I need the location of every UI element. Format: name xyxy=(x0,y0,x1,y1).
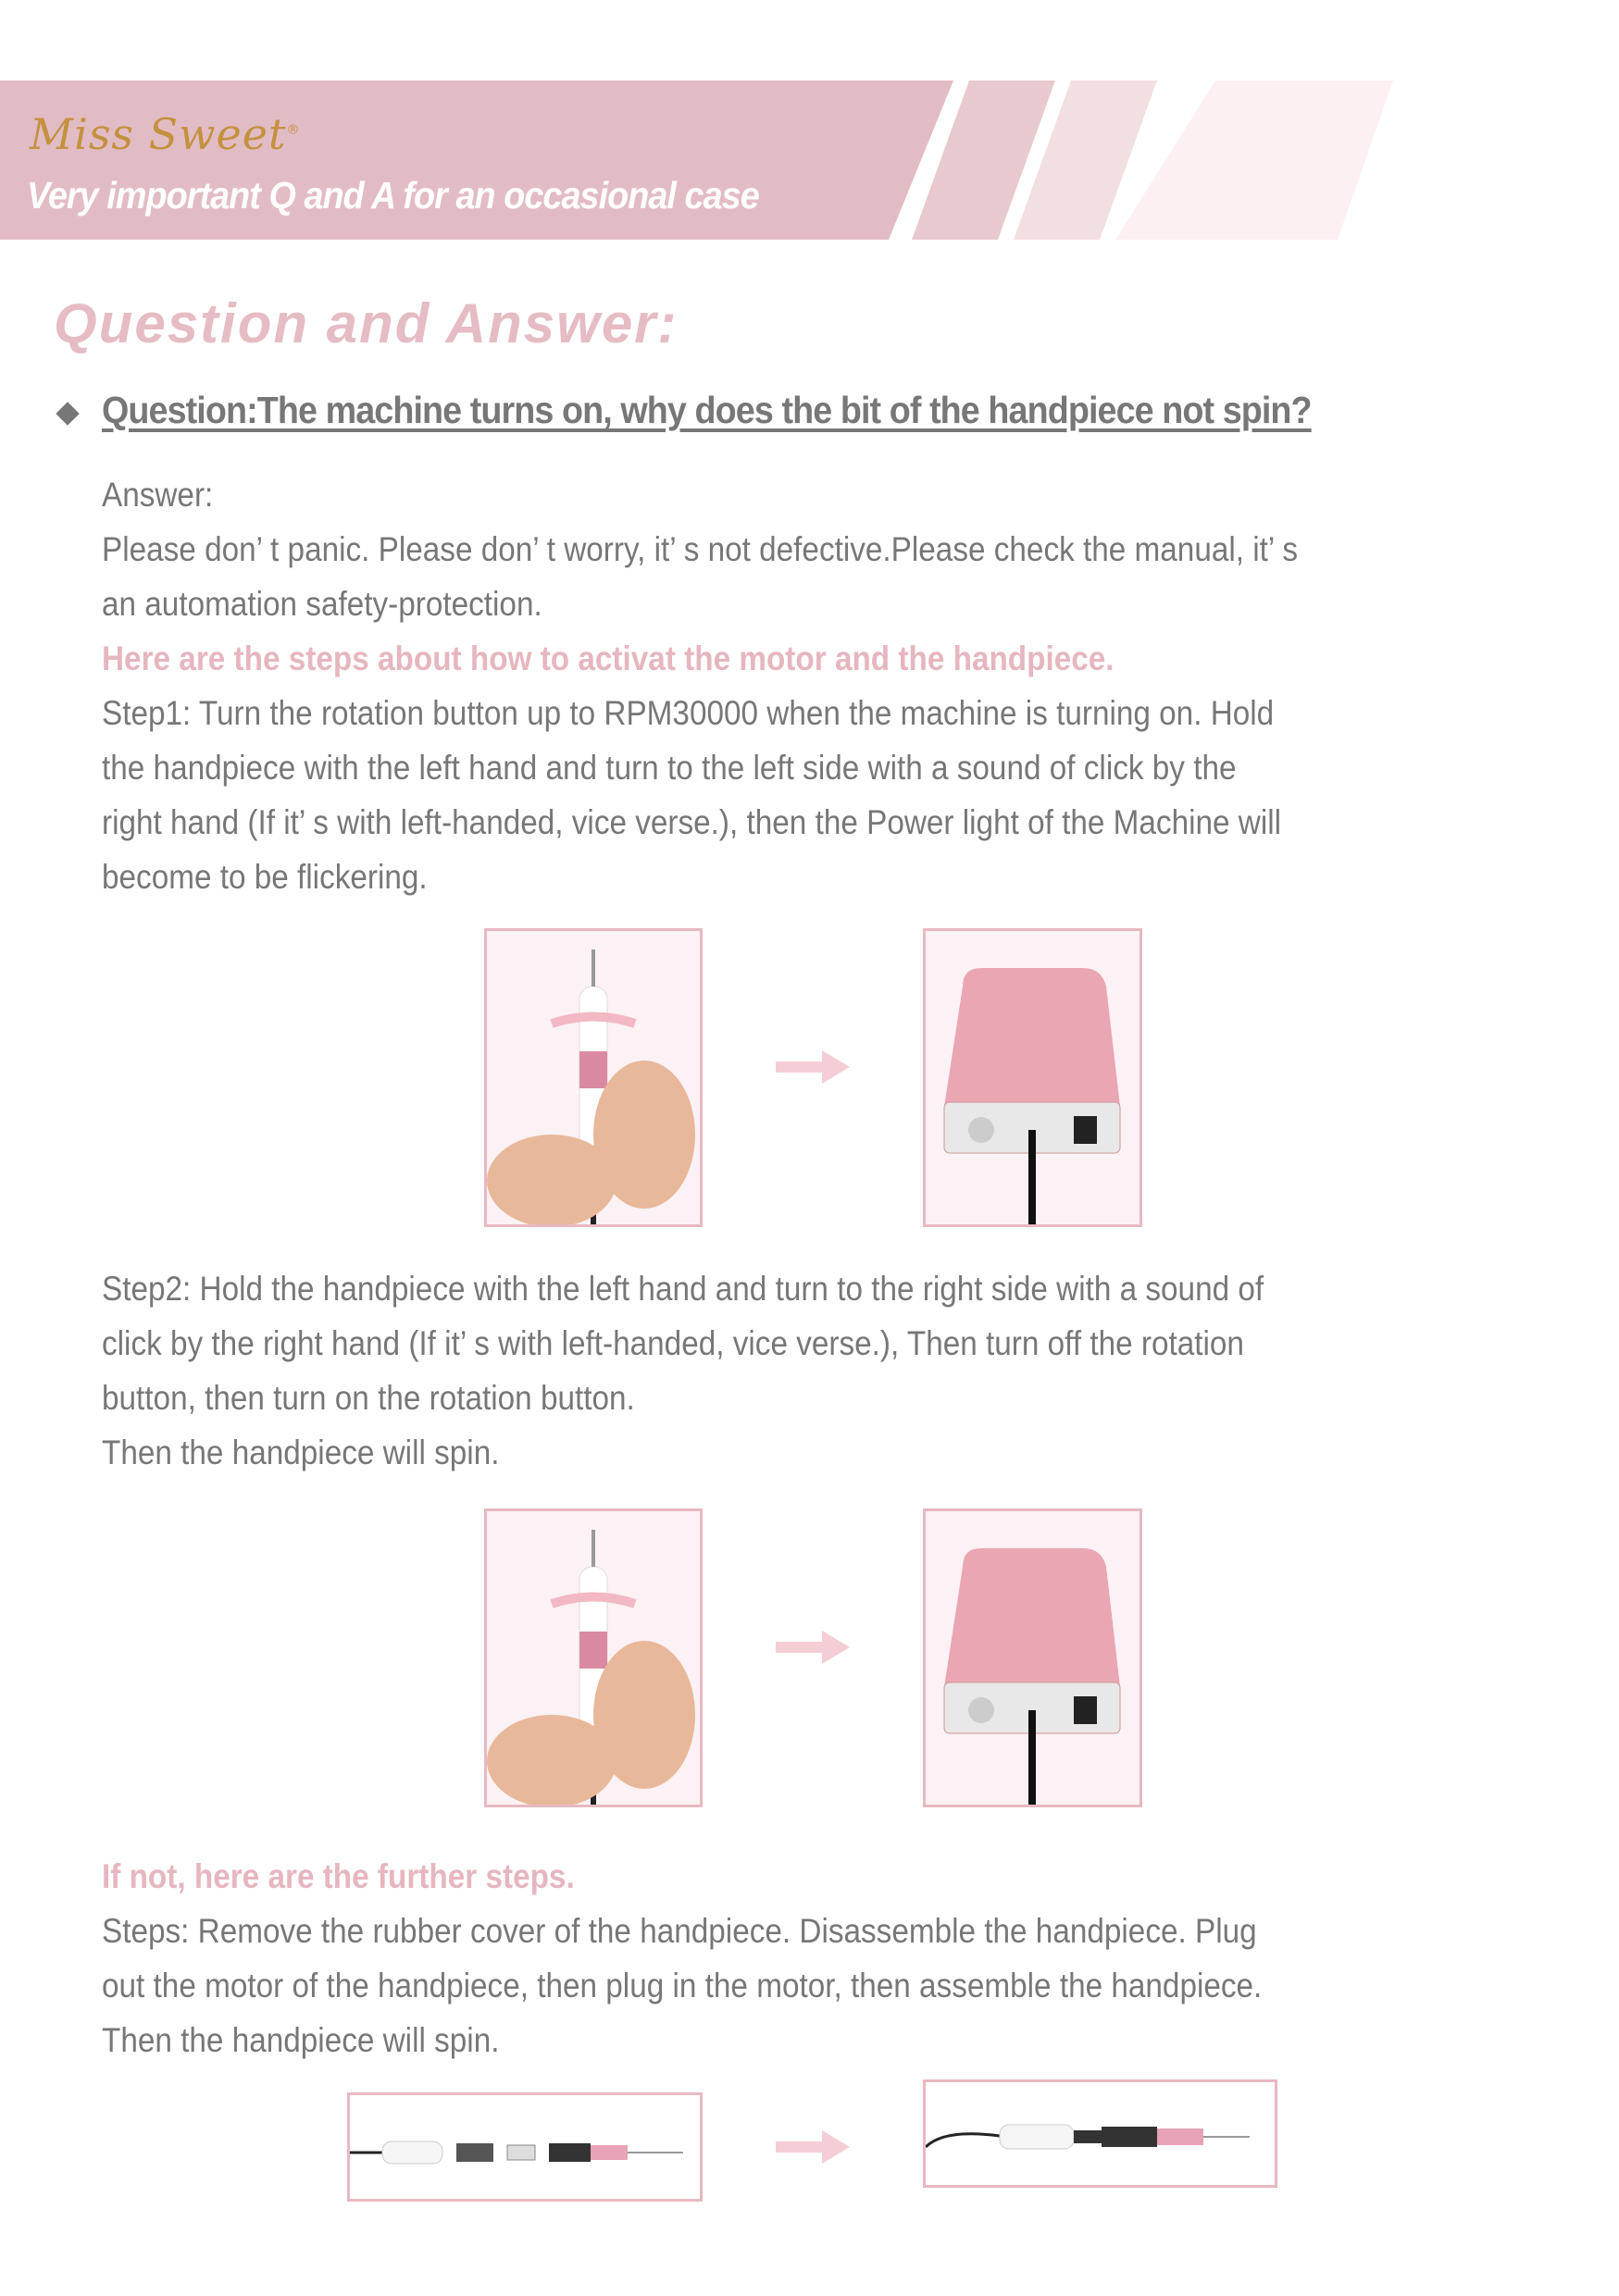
arrow-right-icon xyxy=(776,2130,850,2164)
arrow-right-icon xyxy=(776,1631,850,1664)
step2-line: Step2: Hold the handpiece with the left hand and turn to the right side with a sound of xyxy=(102,1270,1264,1308)
assembled-handpiece-image xyxy=(923,2079,1277,2188)
step2-line: button, then turn on the rotation button. xyxy=(102,1379,635,1417)
disassembled-handpiece-image xyxy=(347,2092,703,2202)
further-steps-heading: If not, here are the further steps. xyxy=(102,1857,575,1895)
step1-line: become to be flickering. xyxy=(102,858,428,896)
further-line: Steps: Remove the rubber cover of the handpiece. Disassemble the handpiece. Plug xyxy=(102,1912,1257,1950)
header-subtitle: Very important Q and A for an occasional case xyxy=(27,174,759,217)
steps-heading: Here are the steps about how to activat the motor and the handpiece. xyxy=(102,639,1115,677)
bullet-diamond-icon xyxy=(56,402,79,425)
further-line: Then the handpiece will spin. xyxy=(102,2021,500,2059)
answer-line: an automation safety-protection. xyxy=(102,585,542,623)
page-title: Question and Answer: xyxy=(54,292,679,354)
answer-label: Answer: xyxy=(102,476,214,514)
step2-line: Then the handpiece will spin. xyxy=(102,1433,500,1471)
header-stripe xyxy=(1115,81,1393,240)
answer-line: Please don’ t panic. Please don’ t worry, it’ s not defective.Please check the manual, it’ s xyxy=(102,530,1298,568)
step2-line: click by the right hand (If it’ s with left-handed, vice verse.), Then turn off the rotation xyxy=(102,1324,1244,1362)
step1-line: the handpiece with the left hand and turn to the left side with a sound of click by the xyxy=(102,749,1237,787)
further-line: out the motor of the handpiece, then plug in the motor, then assemble the handpiece. xyxy=(102,1967,1263,2004)
step1-line: Step1: Turn the rotation button up to RPM30000 when the machine is turning on. Hold xyxy=(102,694,1275,732)
question-heading: Question:The machine turns on, why does the bit of the handpiece not spin? xyxy=(102,389,1312,431)
brand-logo: Miss Sweet® xyxy=(30,109,301,159)
handpiece-turn-right-image xyxy=(484,1508,703,1807)
machine-power-image xyxy=(923,1508,1142,1807)
handpiece-turn-left-image xyxy=(484,928,703,1227)
machine-power-image xyxy=(923,928,1142,1227)
step1-line: right hand (If it’ s with left-handed, vice verse.), then the Power light of the Machine will xyxy=(102,803,1282,841)
arrow-right-icon xyxy=(776,1050,850,1084)
